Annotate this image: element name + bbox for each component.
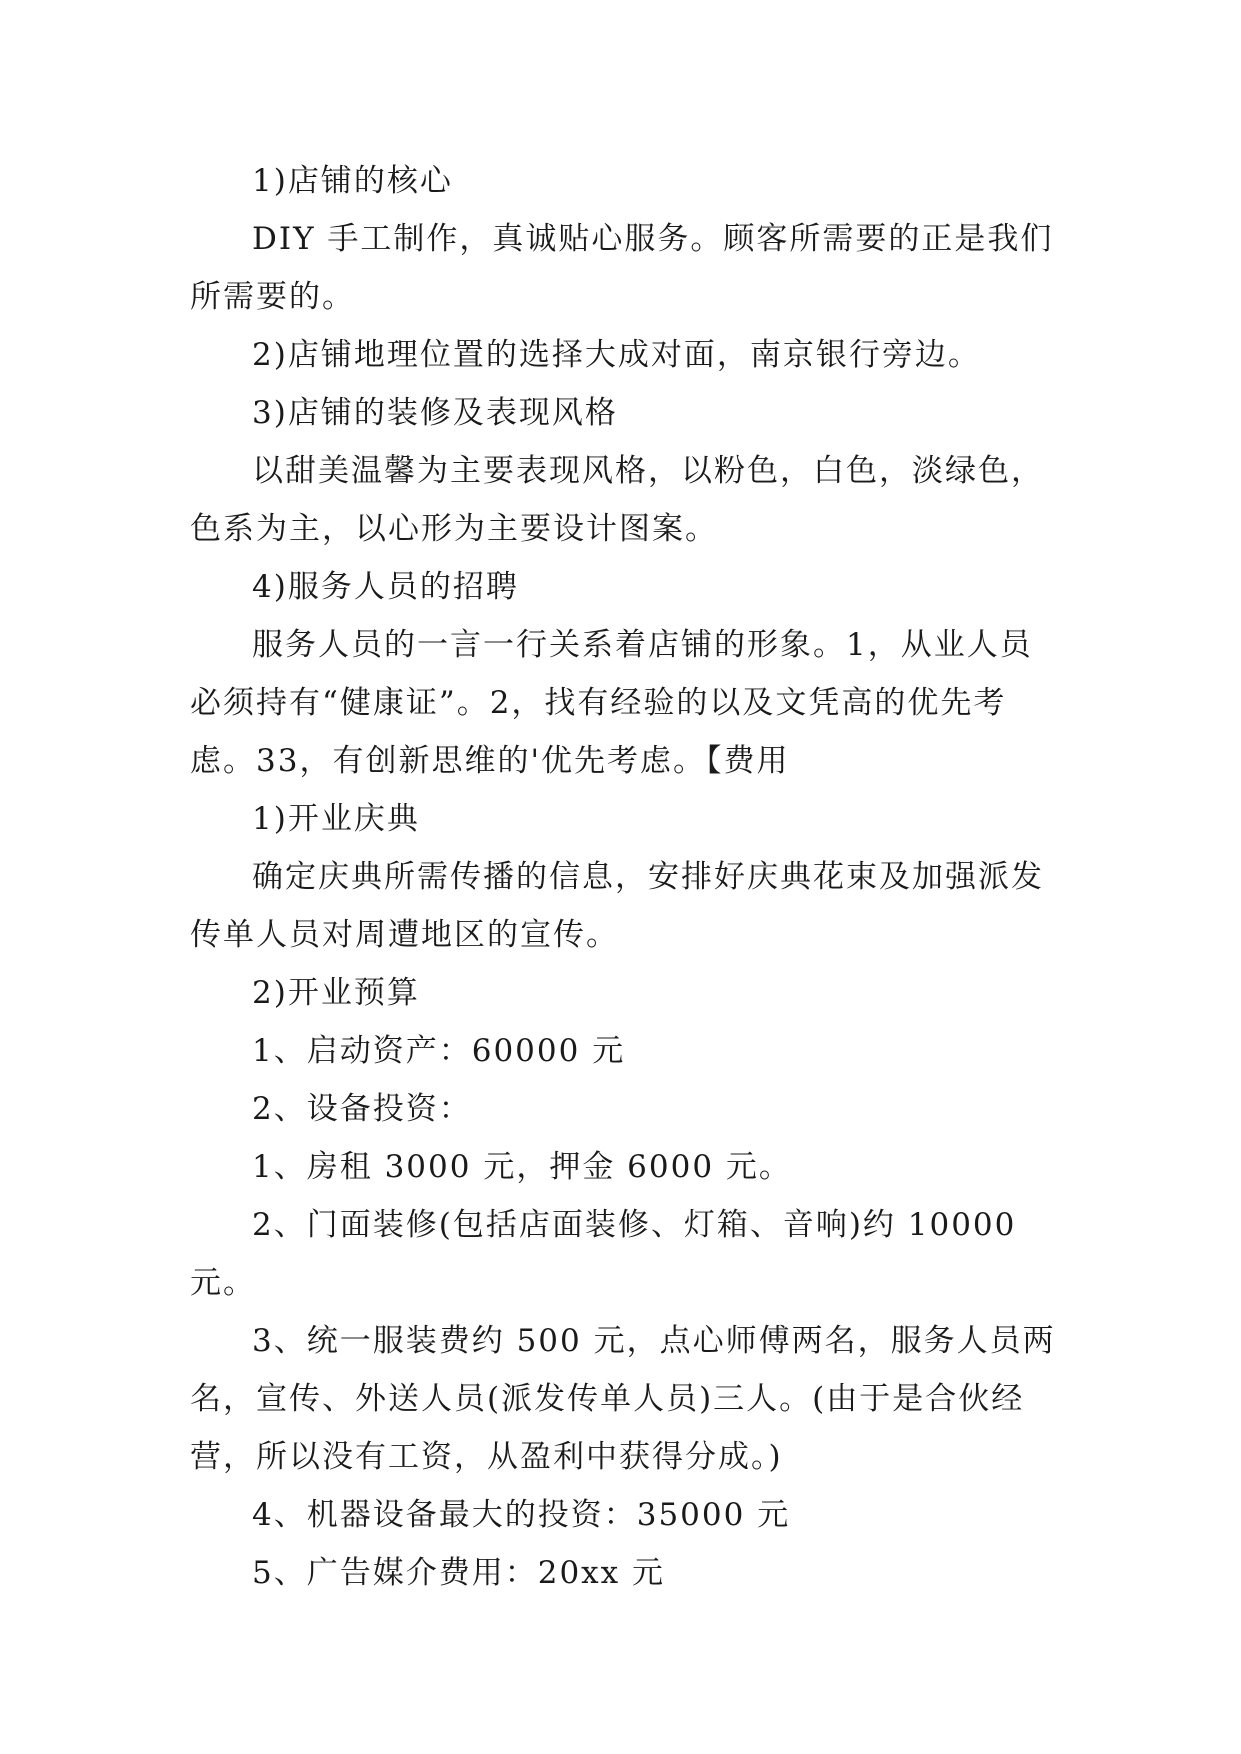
- heading-store-decoration: 3)店铺的装修及表现风格: [252, 395, 618, 431]
- paragraph-staff-recruitment: 服务人员的一言一行关系着店铺的形象。1，从业人员必须持有“健康证”。2，找有经验的以及文凭高的优先考虑。33，有创新思维的'优先考虑。【费用: [190, 627, 1033, 779]
- heading-opening-ceremony: 1)开业庆典: [252, 801, 420, 837]
- heading-staff-recruitment: 4)服务人员的招聘: [252, 569, 519, 605]
- heading-opening-budget: 2)开业预算: [252, 975, 420, 1011]
- paragraph-store-decoration: 以甜美温馨为主要表现风格，以粉色，白色，淡绿色，色系为主，以心形为主要设计图案。: [190, 453, 1044, 547]
- budget-item-machinery: 4、机器设备最大的投资：35000 元: [252, 1497, 791, 1533]
- budget-item-uniforms-staff: 3、统一服装费约 500 元，点心师傅两名，服务人员两名，宣传、外送人员(派发传单人员)三人。(由于是合伙经营，所以没有工资，从盈利中获得分成。): [190, 1323, 1056, 1475]
- budget-item-startup-assets: 1、启动资产：60000 元: [252, 1033, 626, 1069]
- budget-item-rent: 1、房租 3000 元，押金 6000 元。: [252, 1149, 792, 1185]
- document-body: [190, 152, 1060, 1602]
- heading-store-core: 1)店铺的核心: [252, 163, 453, 199]
- heading-store-location: 2)店铺地理位置的选择大成对面，南京银行旁边。: [252, 337, 981, 373]
- paragraph-opening-ceremony: 确定庆典所需传播的信息，安排好庆典花束及加强派发传单人员对周遭地区的宣传。: [190, 859, 1044, 953]
- budget-item-renovation: 2、门面装修(包括店面装修、灯箱、音响)约 10000 元。: [190, 1207, 1017, 1301]
- budget-item-advertising: 5、广告媒介费用：20xx 元: [252, 1555, 665, 1591]
- budget-item-equipment-investment: 2、设备投资：: [252, 1091, 472, 1127]
- paragraph-store-core: DIY 手工制作，真诚贴心服务。顾客所需要的正是我们所需要的。: [190, 221, 1054, 315]
